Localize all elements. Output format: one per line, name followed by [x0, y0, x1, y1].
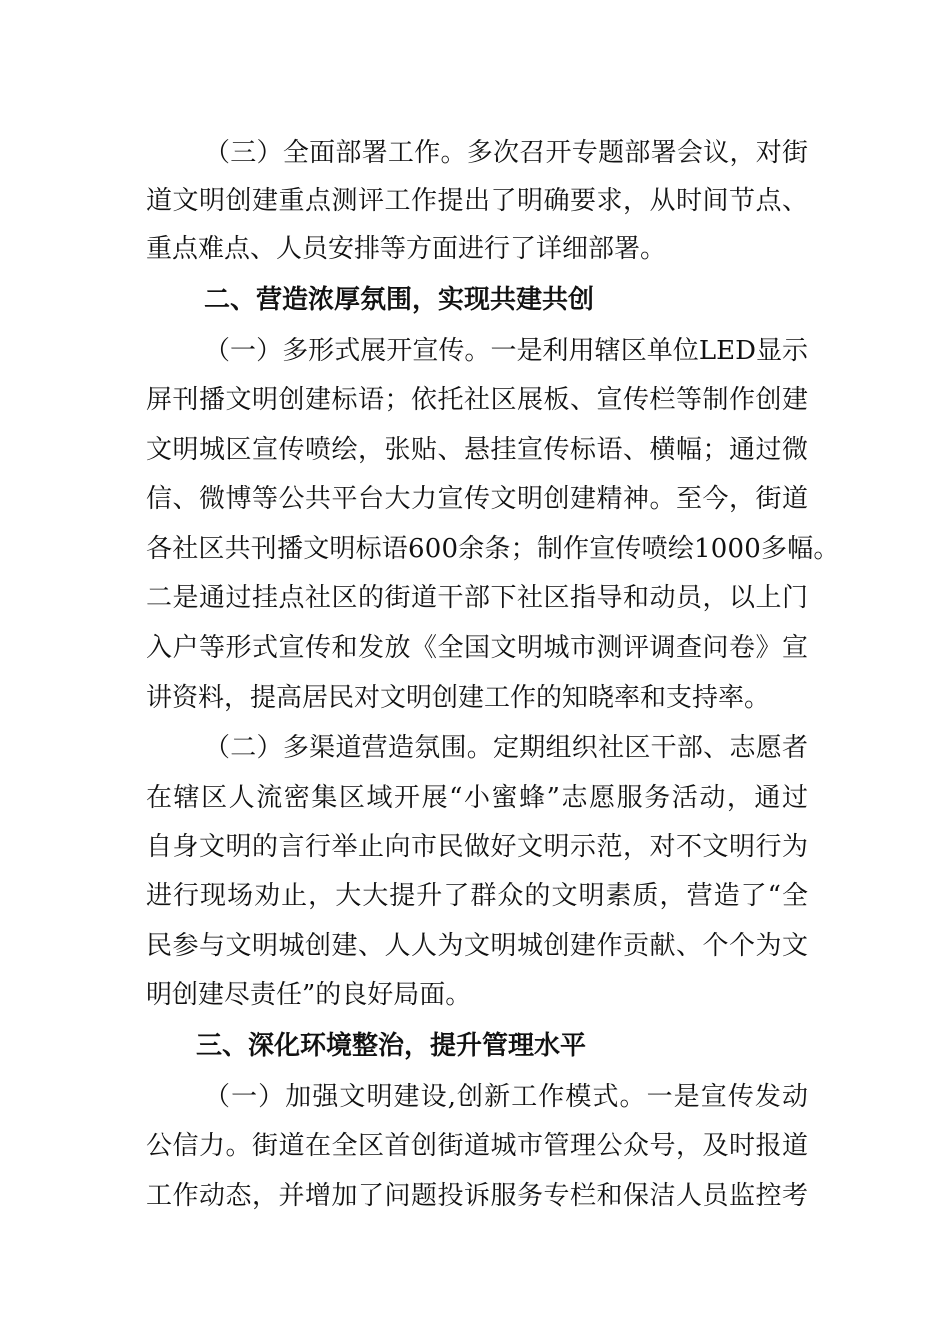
paragraph-line: 屏刊播文明创建标语；依托社区展板、宣传栏等制作创建: [146, 385, 808, 415]
paragraph-line: （三）全面部署工作。多次召开专题部署会议，对街: [204, 138, 808, 168]
paragraph-line: 重点难点、人员安排等方面进行了详细部署。: [146, 234, 667, 264]
paragraph-line: 二是通过挂点社区的街道干部下社区指导和动员，以上门: [146, 583, 808, 613]
paragraph-line: 各社区共刊播文明标语600余条；制作宣传喷绘1000多幅。: [146, 534, 840, 564]
paragraph-line: 工作动态，并增加了问题投诉服务专栏和保洁人员监控考: [146, 1181, 808, 1211]
paragraph-line: 信、微博等公共平台大力宣传文明创建精神。至今，街道: [146, 484, 808, 514]
paragraph-line: （一）多形式展开宣传。一是利用辖区单位LED显示: [204, 336, 808, 366]
paragraph-line: 自身文明的言行举止向市民做好文明示范，对不文明行为: [146, 832, 808, 862]
paragraph-line: 民参与文明城创建、人人为文明城创建作贡献、个个为文: [146, 931, 808, 961]
section-heading: 三、深化环境整治，提升管理水平: [196, 1031, 587, 1061]
paragraph-line: 讲资料，提高居民对文明创建工作的知晓率和支持率。: [146, 683, 771, 713]
paragraph-line: 公信力。街道在全区首创街道城市管理公众号，及时报道: [146, 1131, 808, 1161]
section-heading: 二、营造浓厚氛围，实现共建共创: [204, 285, 595, 315]
paragraph-line: 在辖区人流密集区域开展“小蜜蜂”志愿服务活动，通过: [146, 783, 808, 813]
paragraph-line: 进行现场劝止，大大提升了群众的文明素质，营造了“全: [146, 881, 808, 911]
paragraph-line: （一）加强文明建设,创新工作模式。一是宣传发动: [204, 1082, 808, 1112]
paragraph-line: 入户等形式宣传和发放《全国文明城市测评调查问卷》宣: [146, 633, 808, 663]
paragraph-line: 道文明创建重点测评工作提出了明确要求，从时间节点、: [146, 186, 808, 216]
paragraph-line: 明创建尽责任”的良好局面。: [146, 980, 472, 1010]
paragraph-line: （二）多渠道营造氛围。定期组织社区干部、志愿者: [204, 733, 808, 763]
paragraph-line: 文明城区宣传喷绘，张贴、悬挂宣传标语、横幅；通过微: [146, 435, 808, 465]
